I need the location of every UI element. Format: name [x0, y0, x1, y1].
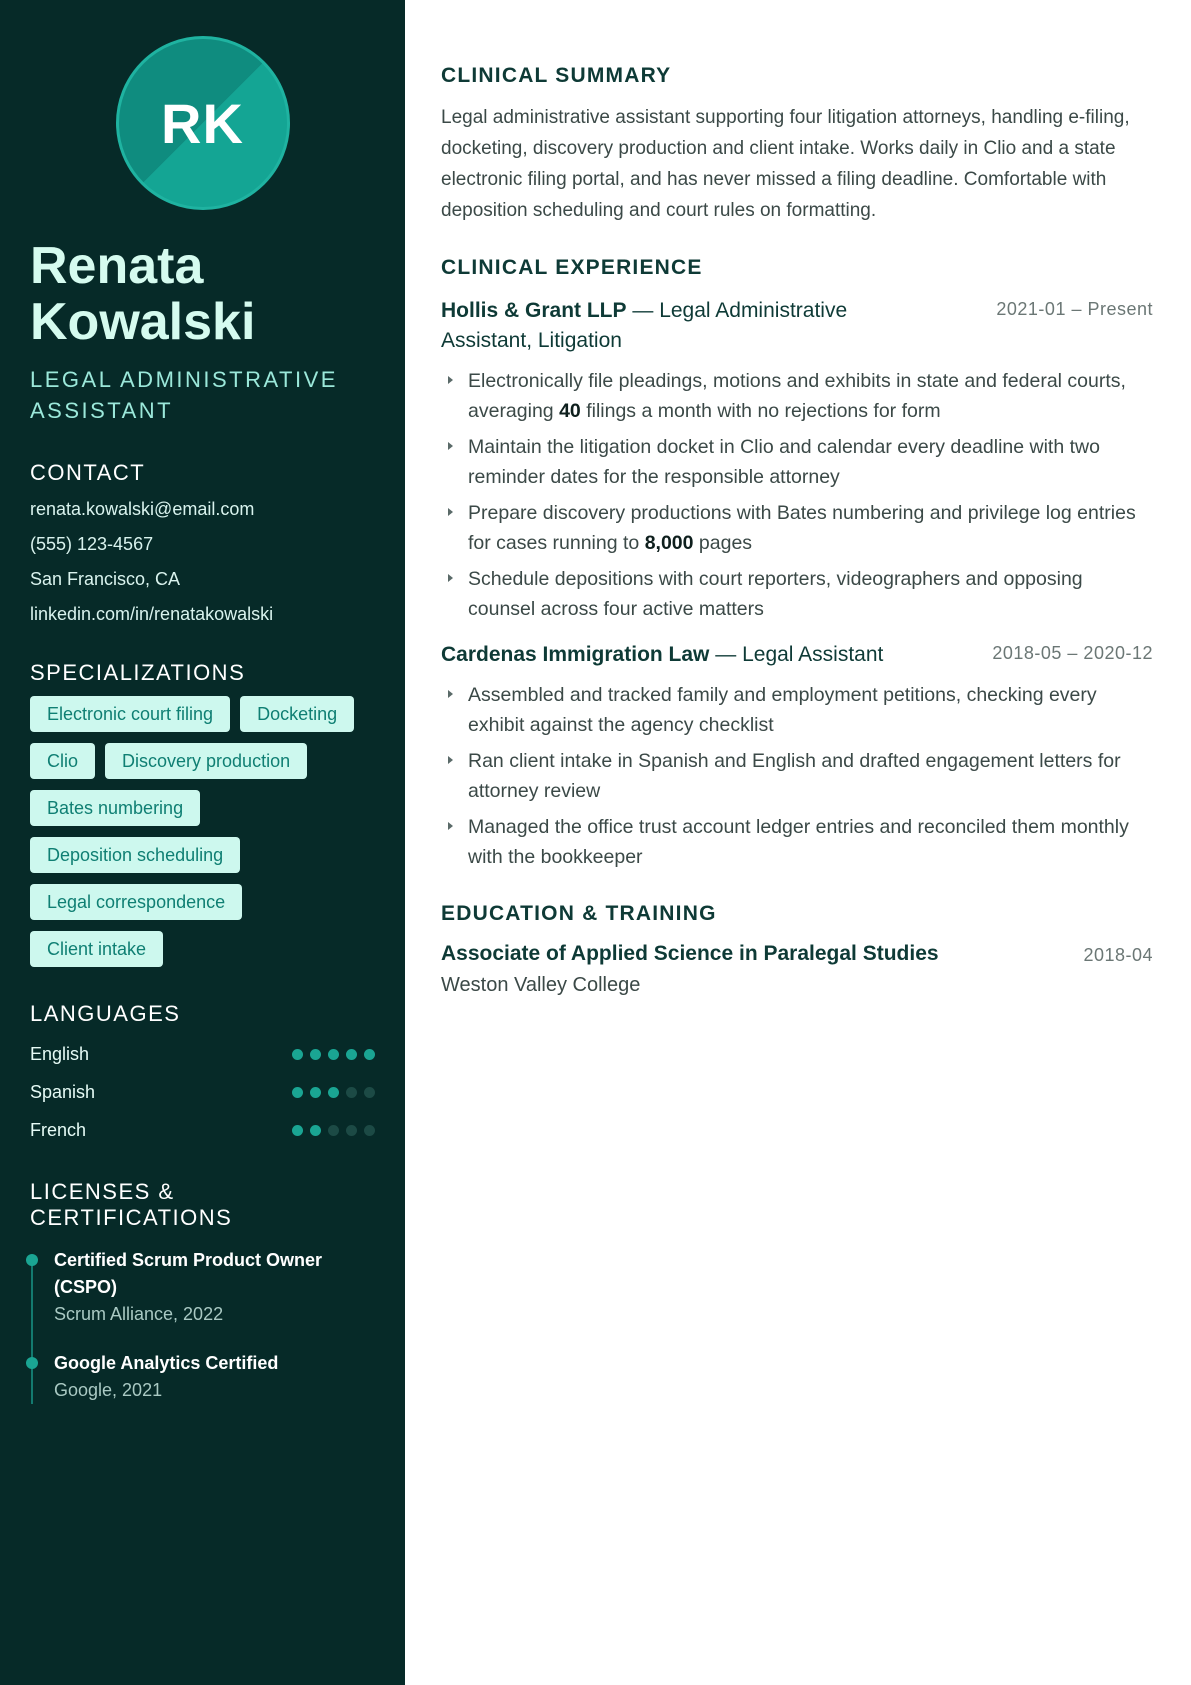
- certification-issuer: Scrum Alliance, 2022: [54, 1304, 224, 1324]
- job-employer: Cardenas Immigration Law: [441, 643, 710, 666]
- bullet-highlight: 40: [559, 400, 581, 422]
- level-dot-filled: [310, 1049, 321, 1060]
- contact-linkedin[interactable]: linkedin.com/in/renatakowalski: [30, 604, 274, 624]
- bullet-text: Ran client intake in Spanish and English and drafted engagement letters for attorney review: [468, 750, 1121, 802]
- level-dot-filled: [292, 1125, 303, 1136]
- main-content: [405, 0, 1191, 1685]
- job-bullet: [441, 746, 1153, 806]
- level-dot-empty: [364, 1125, 375, 1136]
- job-title: [441, 640, 883, 670]
- bullet-text: Managed the office trust account ledger entries and reconciled them monthly with the bookkeeper: [468, 816, 1129, 868]
- certifications-heading: LICENSES & CERTIFICATIONS: [30, 1179, 233, 1230]
- skill-chip: Electronic court filing: [30, 696, 230, 732]
- level-dot-filled: [328, 1087, 339, 1098]
- contact-heading: CONTACT: [30, 460, 146, 485]
- education-school: Weston Valley College: [441, 974, 641, 996]
- contact-email[interactable]: renata.kowalski@email.com: [30, 499, 255, 519]
- job-dates: 2021-01 – Present: [996, 299, 1153, 319]
- job-bullet: [441, 432, 1153, 492]
- name-last: Kowalski: [30, 293, 256, 351]
- languages-list: [30, 1044, 375, 1141]
- experience-heading: CLINICAL EXPERIENCE: [441, 256, 703, 279]
- skill-chip: Client intake: [30, 931, 163, 967]
- job-employer: Hollis & Grant LLP: [441, 299, 627, 322]
- level-dot-filled: [346, 1049, 357, 1060]
- language-level-dots: [292, 1087, 375, 1098]
- certification-name: Google Analytics Certified: [54, 1353, 279, 1373]
- language-row: [30, 1120, 375, 1141]
- contact-location: San Francisco, CA: [30, 569, 181, 589]
- certification-name: Certified Scrum Product Owner (CSPO): [54, 1250, 323, 1297]
- avatar-initials: RK: [161, 91, 244, 155]
- level-dot-empty: [364, 1087, 375, 1098]
- education-section: [441, 902, 1153, 997]
- bullet-text: Prepare discovery productions with Bates numbering and privilege log entries for cases running to: [468, 502, 1136, 554]
- skill-chip: Discovery production: [105, 743, 307, 779]
- level-dot-empty: [346, 1087, 357, 1098]
- language-row: [30, 1044, 375, 1065]
- job-title: [441, 296, 901, 356]
- level-dot-empty: [328, 1125, 339, 1136]
- job-entry: [441, 640, 1153, 872]
- job-header: [441, 296, 1153, 356]
- job-bullets: [441, 366, 1153, 624]
- bullet-text: pages: [693, 532, 753, 554]
- level-dot-filled: [364, 1049, 375, 1060]
- certification-item: [54, 1247, 375, 1328]
- skill-chip: Legal correspondence: [30, 884, 242, 920]
- contact-phone[interactable]: (555) 123-4567: [30, 534, 154, 554]
- job-bullet: [441, 564, 1153, 624]
- specializations-list: [30, 696, 370, 967]
- job-bullets: [441, 680, 1153, 872]
- bullet-highlight: 8,000: [644, 532, 694, 554]
- job-position: — Legal Assistant: [715, 643, 884, 666]
- language-name: French: [30, 1120, 87, 1140]
- level-dot-empty: [346, 1125, 357, 1136]
- job-position: — Legal Administrative Assistant, Litigation: [441, 299, 848, 352]
- languages-heading: LANGUAGES: [30, 1001, 181, 1026]
- job-dates: 2018-05 – 2020-12: [992, 643, 1153, 663]
- specializations-heading: SPECIALIZATIONS: [30, 660, 246, 685]
- certification-issuer: Google, 2021: [54, 1380, 163, 1400]
- education-header: [441, 942, 1153, 966]
- candidate-role: LEGAL ADMINISTRATIVE ASSISTANT: [30, 367, 338, 423]
- job-bullet: [441, 498, 1153, 558]
- language-level-dots: [292, 1049, 375, 1060]
- education-date: 2018-04: [1083, 945, 1153, 965]
- skill-chip: Deposition scheduling: [30, 837, 240, 873]
- name-first: Renata: [30, 237, 204, 295]
- skill-chip: Clio: [30, 743, 95, 779]
- avatar: [116, 36, 290, 210]
- job-bullet: [441, 680, 1153, 740]
- bullet-text: filings a month with no rejections for form: [580, 400, 941, 422]
- experience-section: [441, 256, 1153, 872]
- certifications-timeline: [30, 1247, 375, 1404]
- language-name: Spanish: [30, 1082, 96, 1102]
- language-level-dots: [292, 1125, 375, 1136]
- level-dot-filled: [292, 1087, 303, 1098]
- education-heading: EDUCATION & TRAINING: [441, 902, 717, 925]
- language-name: English: [30, 1044, 90, 1064]
- education-degree: Associate of Applied Science in Paralegal Studies: [441, 942, 939, 965]
- certification-item: [54, 1350, 375, 1404]
- contact-list: [30, 498, 375, 626]
- sidebar: [0, 0, 405, 1685]
- bullet-text: Assembled and tracked family and employment petitions, checking every exhibit against the agency checklist: [468, 684, 1097, 736]
- level-dot-filled: [328, 1049, 339, 1060]
- job-header: [441, 640, 1153, 670]
- job-bullet: [441, 366, 1153, 426]
- level-dot-filled: [292, 1049, 303, 1060]
- job-bullet: [441, 812, 1153, 872]
- skill-chip: Docketing: [240, 696, 354, 732]
- bullet-text: Electronically file pleadings, motions and exhibits in state and federal courts, averaging: [468, 370, 1126, 422]
- skill-chip: Bates numbering: [30, 790, 200, 826]
- bullet-text: Schedule depositions with court reporters, videographers and opposing counsel across four active matters: [468, 568, 1083, 620]
- level-dot-filled: [310, 1125, 321, 1136]
- language-row: [30, 1082, 375, 1103]
- summary-heading: CLINICAL SUMMARY: [441, 64, 672, 87]
- candidate-name: [30, 238, 375, 350]
- job-entry: [441, 296, 1153, 624]
- level-dot-filled: [310, 1087, 321, 1098]
- summary-text: Legal administrative assistant supporting four litigation attorneys, handling e-filing, docketing, discovery production and client intake. Works daily in Clio and a state electronic filing portal, and has never missed a filing deadline. Comfortable with deposition scheduling and court rules on formatting.: [441, 107, 1130, 221]
- bullet-text: Maintain the litigation docket in Clio and calendar every deadline with two reminder dates for the responsible attorney: [468, 436, 1100, 488]
